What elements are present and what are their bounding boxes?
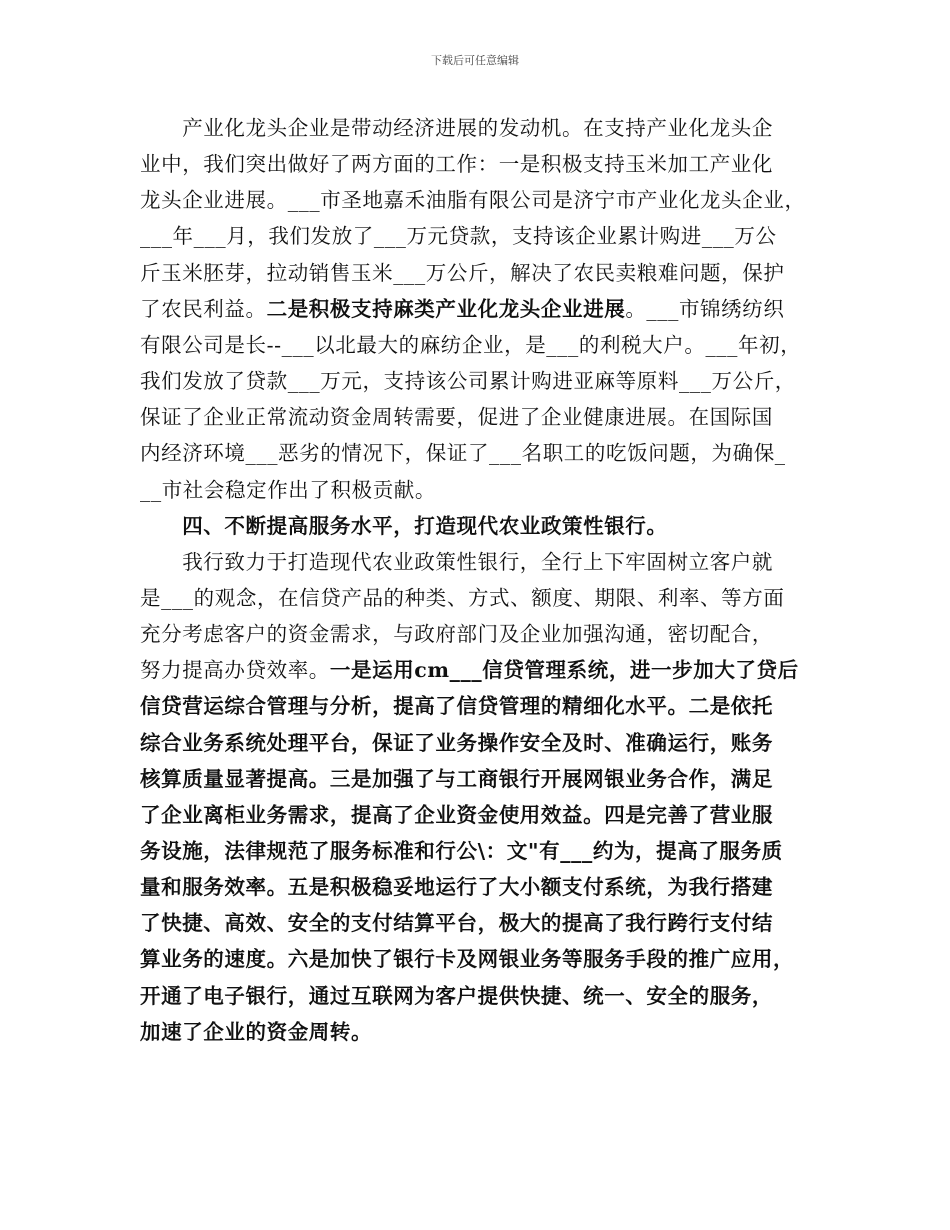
text-segment: 努力提高办贷效率。: [140, 658, 330, 683]
text-segment: 龙头企业进展。___市圣地嘉禾油脂有限公司是济宁市产业化龙头企业，: [140, 188, 806, 213]
text-segment: __市社会稳定作出了积极贡献。: [140, 477, 436, 502]
page-header: 下载后可任意编辑: [431, 54, 519, 67]
text-segment: 有限公司是长--___以北最大的麻纺企业，是___的利税大户。___年初，: [140, 332, 802, 357]
text-line: [140, 295, 784, 323]
text-line: [140, 548, 773, 576]
text-segment: 我行致力于打造现代农业政策性银行，全行上下牢固树立客户就: [140, 549, 773, 574]
bold-text-segment: 加速了企业的资金周转。: [140, 1019, 373, 1044]
bold-text-segment: 二是积极支持麻类产业化龙头企业进展: [266, 296, 626, 321]
text-line: [140, 765, 773, 793]
text-segment: 业中，我们突出做好了两方面的工作：一是积极支持玉米加工产业化: [140, 152, 773, 177]
text-segment: 了农民利益。: [140, 296, 267, 321]
text-line: [140, 476, 436, 504]
text-line: [140, 620, 773, 648]
text-segment: 我们发放了贷款___万元，支持该公司累计购进亚麻等原料___万公斤，: [140, 369, 796, 394]
text-line: [140, 801, 773, 829]
text-line: [140, 259, 784, 287]
text-line: [140, 186, 806, 214]
bold-text-segment: 了快捷、高效、安全的支付结算平台，极大的提高了我行跨行支付结: [140, 911, 773, 936]
bold-text-segment: 开通了电子银行，通过互联网为客户提供快捷、统一、安全的服务，: [140, 983, 773, 1008]
bold-text-segment: 了企业离柜业务需求，提高了企业资金使用效益。四是完善了营业服: [140, 802, 773, 827]
text-line: [140, 222, 777, 250]
text-line: [140, 584, 784, 612]
text-line: [140, 150, 773, 178]
text-segment: 。___市锦绣纺织: [625, 296, 785, 321]
text-line: [140, 331, 801, 359]
text-line: [140, 439, 786, 467]
bold-text-segment: 核算质量显著提高。三是加强了与工商银行开展网银业务合作，满足: [140, 766, 773, 791]
text-segment: ___年___月，我们发放了___万元贷款，支持该企业累计购进___万公: [140, 224, 777, 249]
text-line: [140, 403, 773, 431]
bold-text-segment: 综合业务系统处理平台，保证了业务操作安全及时、准确运行，账务: [140, 730, 773, 755]
text-line: [140, 1018, 372, 1046]
text-segment: 充分考虑客户的资金需求，与政府部门及企业加强沟通，密切配合，: [140, 622, 773, 647]
text-segment: 是___的观念，在信贷产品的种类、方式、额度、期限、利率、等方面: [140, 585, 785, 610]
bold-text-segment: 务设施，法律规范了服务标准和行公\：文"有___约为，提高了服务质: [140, 839, 783, 863]
text-line: [140, 729, 773, 757]
text-line: [140, 656, 799, 684]
text-line: [140, 909, 773, 937]
text-line: [140, 945, 794, 973]
text-segment: 保证了企业正常流动资金周转需要，促进了企业健康进展。在国际国: [140, 405, 773, 430]
text-segment: 产业化龙头企业是带动经济进展的发动机。在支持产业化龙头企: [140, 116, 773, 140]
text-line: [140, 114, 773, 142]
text-segment: 斤玉米胚芽，拉动销售玉米___万公斤，解决了农民卖粮难问题，保护: [140, 260, 785, 285]
text-line: [140, 837, 783, 865]
bold-text-segment: 四、不断提高服务水平，打造现代农业政策性银行。: [140, 513, 668, 538]
text-line: [140, 692, 773, 720]
text-segment: 内经济环境___恶劣的情况下，保证了___名职工的吃饭问题，为确保_: [140, 441, 786, 466]
bold-text-segment: 量和服务效率。五是积极稳妥地运行了大小额支付系统，为我行搭建: [140, 875, 773, 900]
text-line: [140, 982, 773, 1010]
text-line: [140, 873, 773, 901]
bold-text-segment: 一是运用cm___信贷管理系统，进一步加大了贷后: [329, 658, 799, 683]
text-line: [140, 367, 796, 395]
bold-text-segment: 算业务的速度。六是加快了银行卡及网银业务等服务手段的推广应用，: [140, 947, 795, 972]
bold-text-segment: 信贷营运综合管理与分析，提高了信贷管理的精细化水平。二是依托: [140, 694, 773, 719]
text-line: [140, 512, 668, 540]
